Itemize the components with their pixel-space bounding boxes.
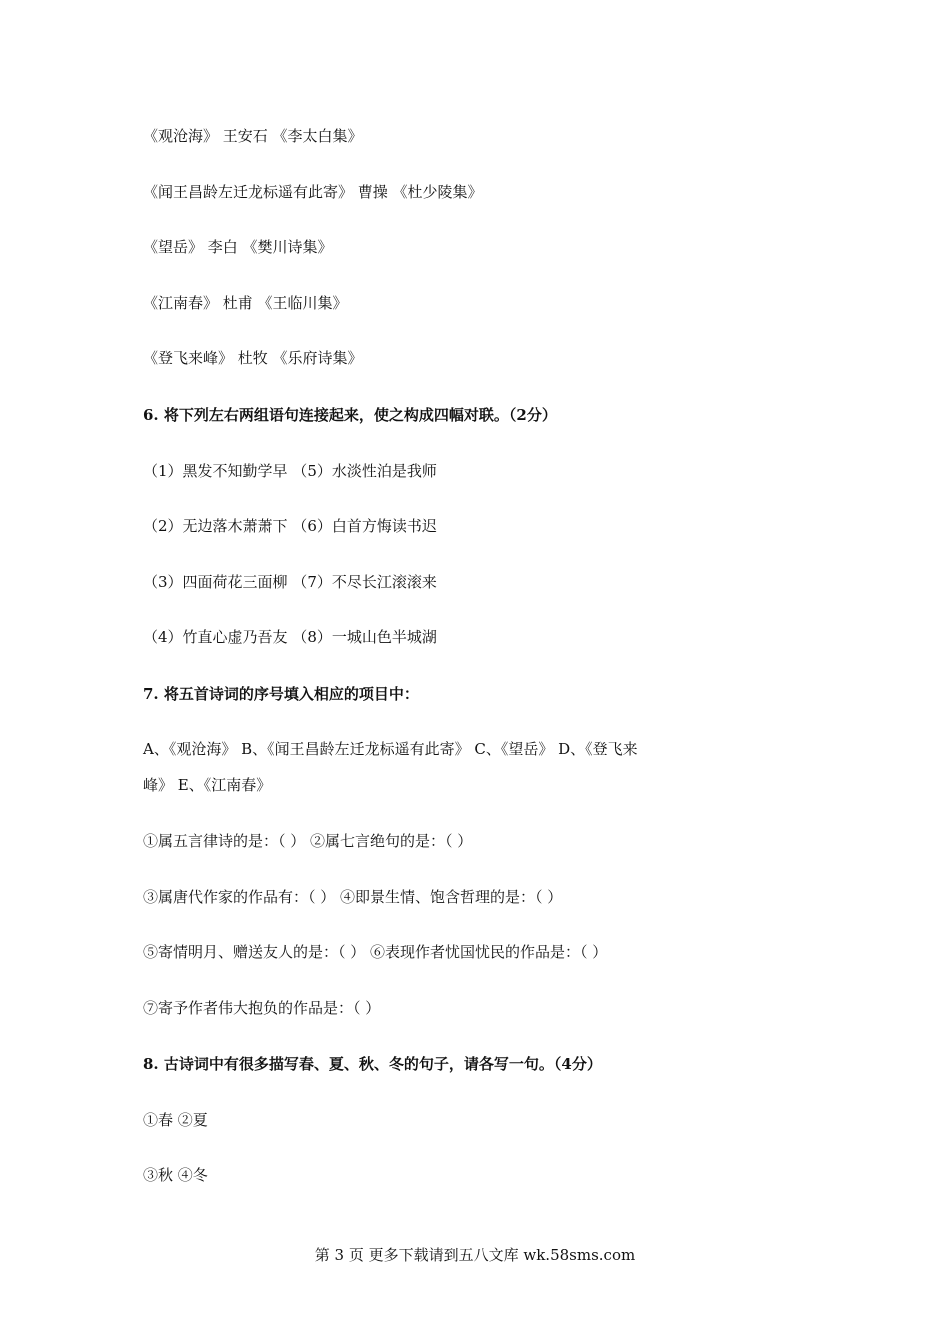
page-footer: 第 3 页 更多下载请到五八文库 wk.58sms.com bbox=[314, 1246, 636, 1264]
couplet-line-2: （2）无边落木萧萧下 （6）白首方悔读书迟 bbox=[143, 517, 437, 535]
question-6-heading: 6. 将下列左右两组语句连接起来，使之构成四幅对联。（2分） bbox=[143, 406, 557, 424]
couplet-line-1: （1）黑发不知勤学早 （5）水淡性泊是我师 bbox=[143, 462, 437, 480]
item-line-2: ③属唐代作家的作品有：（ ） ④即景生情、饱含哲理的是：（ ） bbox=[143, 888, 563, 906]
poem-match-line-3: 《望岳》 李白 《樊川诗集》 bbox=[143, 238, 333, 256]
item-line-1: ①属五言律诗的是：（ ） ②属七言绝句的是：（ ） bbox=[143, 832, 473, 850]
season-line-2: ③秋 ④冬 bbox=[143, 1166, 208, 1184]
couplet-line-4: （4）竹直心虚乃吾友 （8）一城山色半城湖 bbox=[143, 628, 437, 646]
poem-match-line-2: 《闻王昌龄左迁龙标遥有此寄》 曹操 《杜少陵集》 bbox=[143, 183, 483, 201]
poem-match-line-5: 《登飞来峰》 杜牧 《乐府诗集》 bbox=[143, 349, 363, 367]
poem-match-line-1: 《观沧海》 王安石 《李太白集》 bbox=[143, 127, 363, 145]
season-line-1: ①春 ②夏 bbox=[143, 1111, 208, 1129]
item-line-3: ⑤寄情明月、赠送友人的是：（ ） ⑥表现作者忧国忧民的作品是：（ ） bbox=[143, 943, 608, 961]
poem-options-line-2: 峰》 E、《江南春》 bbox=[143, 776, 272, 794]
question-8-heading: 8. 古诗词中有很多描写春、夏、秋、冬的句子，请各写一句。（4分） bbox=[143, 1055, 602, 1073]
item-line-4: ⑦寄予作者伟大抱负的作品是：（ ） bbox=[143, 999, 381, 1017]
poem-options-line-1: A、《观沧海》 B、《闻王昌龄左迁龙标遥有此寄》 C、《望岳》 D、《登飞来 bbox=[143, 740, 638, 758]
poem-match-line-4: 《江南春》 杜甫 《王临川集》 bbox=[143, 294, 348, 312]
couplet-line-3: （3）四面荷花三面柳 （7）不尽长江滚滚来 bbox=[143, 573, 437, 591]
question-7-heading: 7. 将五首诗词的序号填入相应的项目中： bbox=[143, 685, 419, 703]
